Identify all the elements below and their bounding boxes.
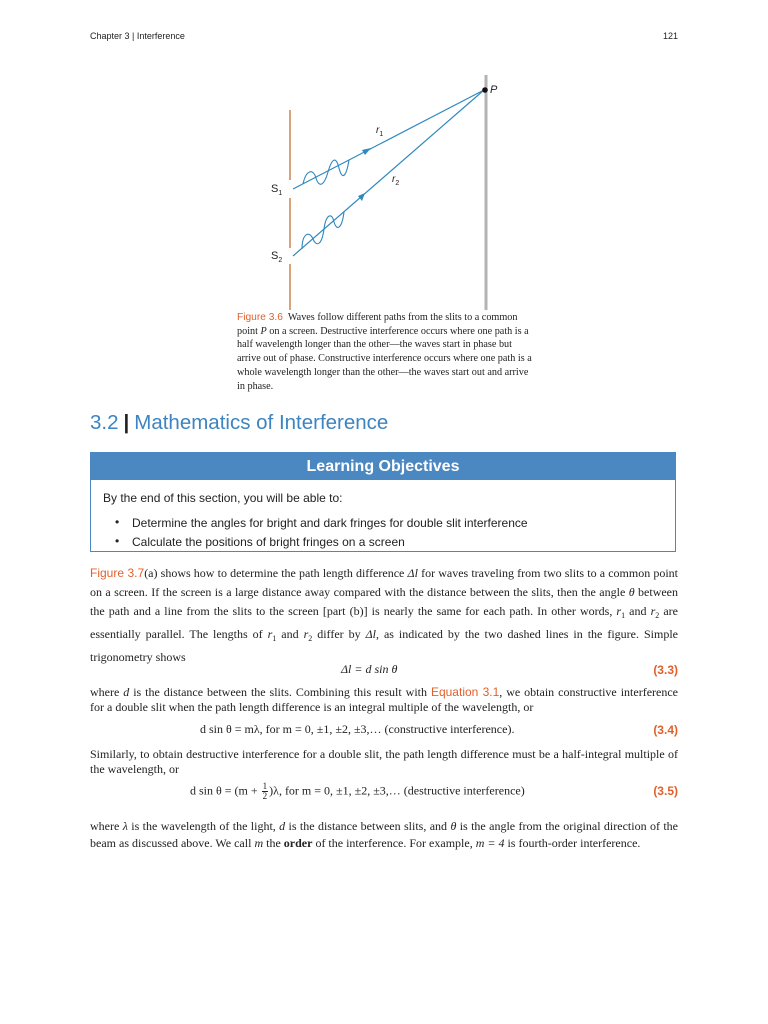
- ray-r2-arrow: [358, 193, 365, 201]
- paragraph-path-difference: [90, 564, 678, 667]
- text-span: (a) shows how to determine the path length difference: [144, 566, 408, 580]
- equation-3-3-number: (3.3): [653, 663, 678, 677]
- point-p-label: P: [490, 84, 498, 96]
- learning-objective-item: • Calculate the positions of bright fringes on a screen: [115, 535, 528, 554]
- math-m-equals-4: m = 4: [475, 836, 505, 850]
- slit-s1-label: $S_1$: [271, 183, 283, 197]
- figure-label[interactable]: Figure 3.6: [237, 312, 283, 323]
- equation-3-1-link[interactable]: Equation 3.1: [430, 685, 500, 699]
- text-span: , we obtain constructive interference for a double slit when the path length difference is an integral multiple of the wavelength, or: [90, 685, 678, 714]
- text-span: are essentially parallel. The lengths of: [90, 604, 678, 641]
- running-header-chapter: Chapter 3 | Interference: [90, 31, 185, 41]
- text-span: differ by: [312, 627, 366, 641]
- paragraph-order: [90, 818, 678, 852]
- figure-3-6-diagram: [230, 70, 550, 315]
- math-lambda: λ: [122, 819, 128, 833]
- paragraph-constructive: [90, 685, 678, 715]
- math-d: d: [123, 685, 130, 699]
- math-r1: $r_1$: [267, 627, 277, 643]
- equation-3-5-number: (3.5): [653, 784, 678, 798]
- equation-3-4: d sin θ = mλ, for m = 0, ±1, ±2, ±3,… (constructive interference).: [200, 722, 515, 736]
- math-m: m: [254, 836, 264, 850]
- text-span: the: [263, 836, 284, 850]
- math-r2: $r_2$: [650, 604, 660, 620]
- ray-r2: [293, 90, 484, 256]
- math-r2: $r_2$: [303, 627, 313, 643]
- point-p-dot: [482, 87, 488, 93]
- learning-objectives-heading: Learning Objectives: [91, 453, 675, 480]
- text-span: is the angle from the original direction of the beam as discussed above. We call: [90, 819, 678, 850]
- caption-text: Waves follow different paths from the slits to a common point: [237, 312, 518, 337]
- learning-objective-item: • Determine the angles for bright and dark fringes for double slit interference: [115, 516, 528, 535]
- text-span: where: [90, 685, 124, 699]
- text-span: of the interference. For example,: [312, 836, 476, 850]
- math-r1: $r_1$: [616, 604, 626, 620]
- slit-s2-label: $S_2$: [271, 250, 283, 264]
- term-order: order: [283, 836, 313, 850]
- math-delta-l: Δl: [365, 627, 376, 641]
- ray-r1-arrow: [362, 148, 371, 155]
- fraction-one-half: $\frac{1}{2}$: [262, 781, 268, 801]
- page-number: 121: [662, 31, 678, 41]
- math-theta: θ: [450, 819, 457, 833]
- section-title: Mathematics of Interference: [134, 411, 389, 434]
- figure-caption: [237, 311, 537, 393]
- text-span: is the distance between the slits. Combining this result with: [129, 685, 431, 699]
- text-span: for waves traveling from two slits to a common point on a screen. If the screen is a large distance away compared with the distance between the slits, then the angle: [90, 566, 679, 599]
- ray-r2-label: $r_2$: [392, 174, 400, 187]
- learning-objectives-box: [90, 452, 676, 552]
- math-theta: θ: [628, 585, 635, 599]
- text-span: and: [625, 604, 651, 618]
- section-number: 3.2: [90, 411, 119, 434]
- text-span: is the distance between slits, and: [285, 819, 451, 833]
- caption-text-cont: on a screen. Destructive interference occurs where one path is a half wavelength longer than the other—the waves start in phase but arrive out of phase. Constructive interference occurs where one path is a whole wavelength longer than the other—the waves start out and arrive in phase.: [237, 325, 532, 392]
- text-span: is fourth-order interference.: [504, 836, 641, 850]
- section-separator: |: [123, 411, 130, 434]
- text-span: and: [276, 627, 304, 641]
- equation-3-5: d sin θ = (m + $\frac{1}{2}$ )λ, for m = 0, ±1, ±2, ±3,… (destructive interference): [190, 781, 525, 801]
- math-d: d: [279, 819, 286, 833]
- math-delta-l: Δl: [407, 566, 418, 580]
- text-span: where: [90, 819, 123, 833]
- ray-r1-label: $r_1$: [376, 125, 384, 138]
- learning-objectives-list: [115, 516, 528, 554]
- equation-3-4-number: (3.4): [653, 723, 678, 737]
- text-span: , as indicated by the two dashed lines in the figure. Simple trigonometry shows: [90, 627, 678, 664]
- ray-r1: [293, 90, 484, 189]
- equation-3-3: Δl = d sin θ: [341, 662, 398, 676]
- figure-3-7-link[interactable]: Figure 3.7: [90, 566, 145, 580]
- section-heading: [90, 411, 388, 435]
- text-span: between the path and a line from the slits to the screen [part (b)] is nearly the same for each path. In other words,: [90, 585, 679, 618]
- text-span: is the wavelength of the light,: [127, 819, 280, 833]
- paragraph-destructive: Similarly, to obtain destructive interference for a double slit, the path length difference must be a half-integral multiple of the wavelength, or: [90, 747, 678, 776]
- caption-point-p: P: [260, 325, 267, 337]
- learning-objectives-intro: By the end of this section, you will be able to:: [103, 491, 343, 505]
